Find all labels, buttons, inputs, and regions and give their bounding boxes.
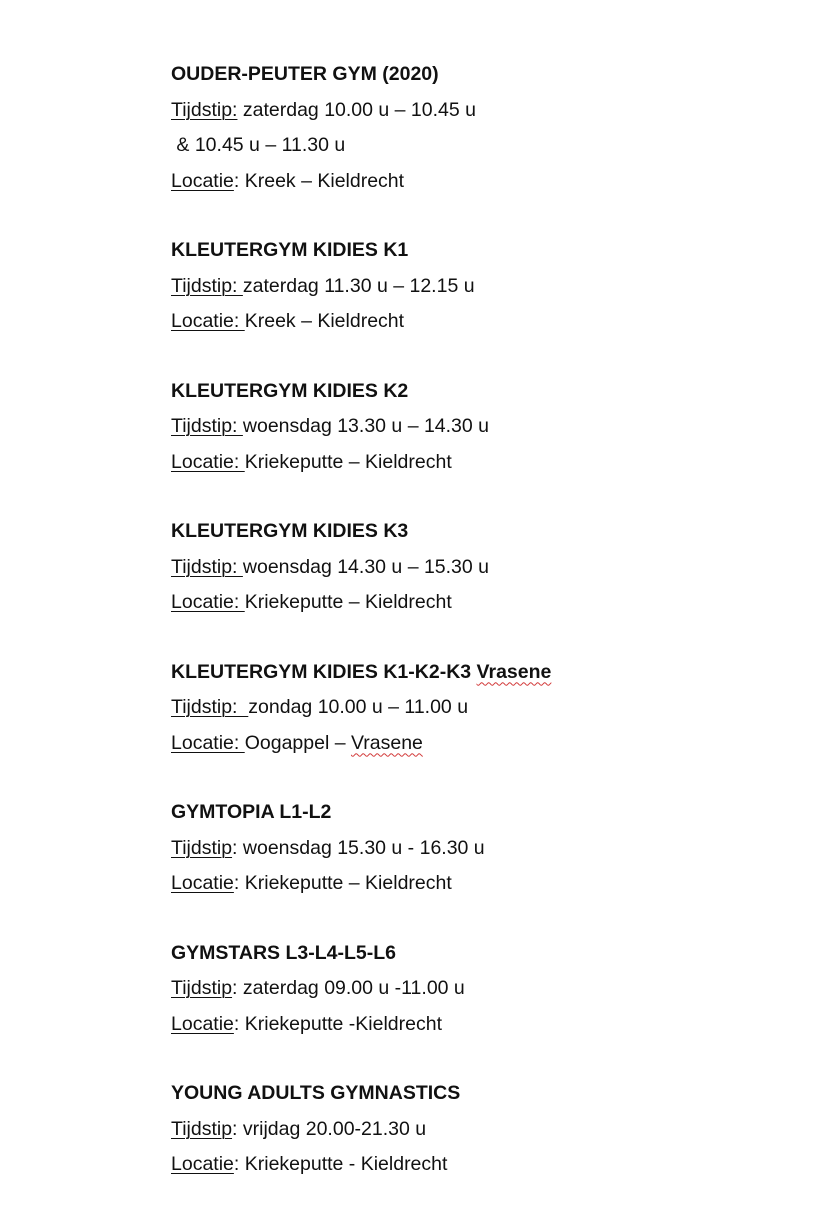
location-label: Locatie bbox=[171, 872, 234, 894]
location-value: Kriekeputte – Kieldrecht bbox=[244, 591, 452, 613]
location-separator: : bbox=[233, 169, 240, 192]
time-line bbox=[171, 93, 791, 129]
time-value: woensdag 14.30 u – 15.30 u bbox=[242, 555, 490, 578]
schedule-block-gymtopia bbox=[171, 795, 791, 902]
time-label: Tijdstip: bbox=[171, 274, 243, 297]
location-value: Kriekeputte – Kieldrecht bbox=[239, 872, 452, 894]
time-separator: : bbox=[232, 1117, 238, 1140]
block-title: YOUNG ADULTS GYMNASTICS bbox=[171, 1082, 461, 1104]
location-line bbox=[171, 726, 791, 762]
location-label: Locatie: bbox=[171, 591, 245, 613]
schedule-block-kleutergym-k2 bbox=[171, 374, 791, 481]
time-value: woensdag 13.30 u – 14.30 u bbox=[242, 415, 490, 437]
time-value: zaterdag 09.00 u -11.00 u bbox=[237, 977, 465, 999]
time-value: woensdag 15.30 u - 16.30 u bbox=[237, 836, 485, 859]
time-extra-line: & 10.45 u – 11.30 u bbox=[171, 134, 346, 156]
time-value: zaterdag 11.30 u – 12.15 u bbox=[242, 274, 475, 297]
spellcheck-flagged-word: Vrasene bbox=[476, 660, 552, 683]
location-value: Oogappel – bbox=[244, 731, 351, 754]
time-label: Tijdstip bbox=[171, 1117, 233, 1140]
schedule-block-ouder-peuter bbox=[171, 57, 791, 199]
location-line bbox=[171, 1007, 791, 1043]
time-line bbox=[171, 269, 791, 305]
schedule-block-kleutergym-k1 bbox=[171, 233, 791, 340]
time-line bbox=[171, 550, 791, 586]
block-title: KLEUTERGYM KIDIES K1 bbox=[171, 239, 409, 261]
time-line bbox=[171, 409, 791, 445]
location-line bbox=[171, 164, 791, 200]
time-label: Tijdstip bbox=[171, 977, 233, 999]
location-value: Kriekeputte – Kieldrecht bbox=[244, 450, 452, 473]
time-line bbox=[171, 1112, 791, 1148]
time-line bbox=[171, 831, 791, 867]
spellcheck-flagged-word: Vrasene bbox=[350, 731, 423, 754]
location-value: Kreek – Kieldrecht bbox=[239, 169, 405, 192]
schedule-block-kleutergym-k3 bbox=[171, 514, 791, 621]
time-label: Tijdstip: bbox=[171, 555, 243, 578]
location-line bbox=[171, 1147, 791, 1183]
location-value: Kreek – Kieldrecht bbox=[244, 310, 405, 332]
location-line bbox=[171, 304, 791, 340]
location-label: Locatie bbox=[171, 1012, 234, 1035]
schedule-block-gymstars bbox=[171, 936, 791, 1043]
time-line bbox=[171, 971, 791, 1007]
time-label: Tijdstip: bbox=[171, 415, 243, 437]
location-separator: : bbox=[233, 1153, 240, 1175]
time-label: Tijdstip: bbox=[171, 696, 249, 718]
block-title: KLEUTERGYM KIDIES K2 bbox=[171, 379, 409, 402]
block-title: GYMTOPIA L1-L2 bbox=[171, 801, 332, 823]
schedule-block-young-adults bbox=[171, 1076, 791, 1183]
block-title bbox=[171, 655, 791, 691]
time-separator: : bbox=[232, 977, 238, 999]
schedule-block-kleutergym-vrasene bbox=[171, 655, 791, 762]
location-label: Locatie: bbox=[171, 731, 245, 754]
location-label: Locatie bbox=[171, 1153, 234, 1175]
time-value: zaterdag 10.00 u – 10.45 u bbox=[237, 98, 476, 121]
location-separator: : bbox=[233, 1012, 240, 1035]
location-label: Locatie: bbox=[171, 450, 245, 473]
location-label: Locatie bbox=[171, 169, 234, 192]
block-title: GYMSTARS L3-L4-L5-L6 bbox=[171, 941, 396, 964]
block-title-text: KLEUTERGYM KIDIES K1-K2-K3 bbox=[171, 660, 477, 683]
location-line bbox=[171, 866, 791, 902]
time-value: zondag 10.00 u – 11.00 u bbox=[248, 696, 469, 718]
document-page bbox=[171, 57, 791, 1217]
time-label: Tijdstip bbox=[171, 836, 233, 859]
block-title: KLEUTERGYM KIDIES K3 bbox=[171, 520, 409, 542]
time-value: vrijdag 20.00-21.30 u bbox=[237, 1117, 427, 1140]
block-title: OUDER-PEUTER GYM (2020) bbox=[171, 63, 439, 85]
location-value: Kriekeputte - Kieldrecht bbox=[239, 1153, 448, 1175]
time-separator: : bbox=[232, 836, 238, 859]
location-line bbox=[171, 445, 791, 481]
time-line bbox=[171, 690, 791, 726]
time-label: Tijdstip: bbox=[171, 98, 238, 121]
location-line bbox=[171, 585, 791, 621]
location-separator: : bbox=[233, 872, 240, 894]
location-label: Locatie: bbox=[171, 310, 245, 332]
location-value: Kriekeputte -Kieldrecht bbox=[239, 1012, 442, 1035]
